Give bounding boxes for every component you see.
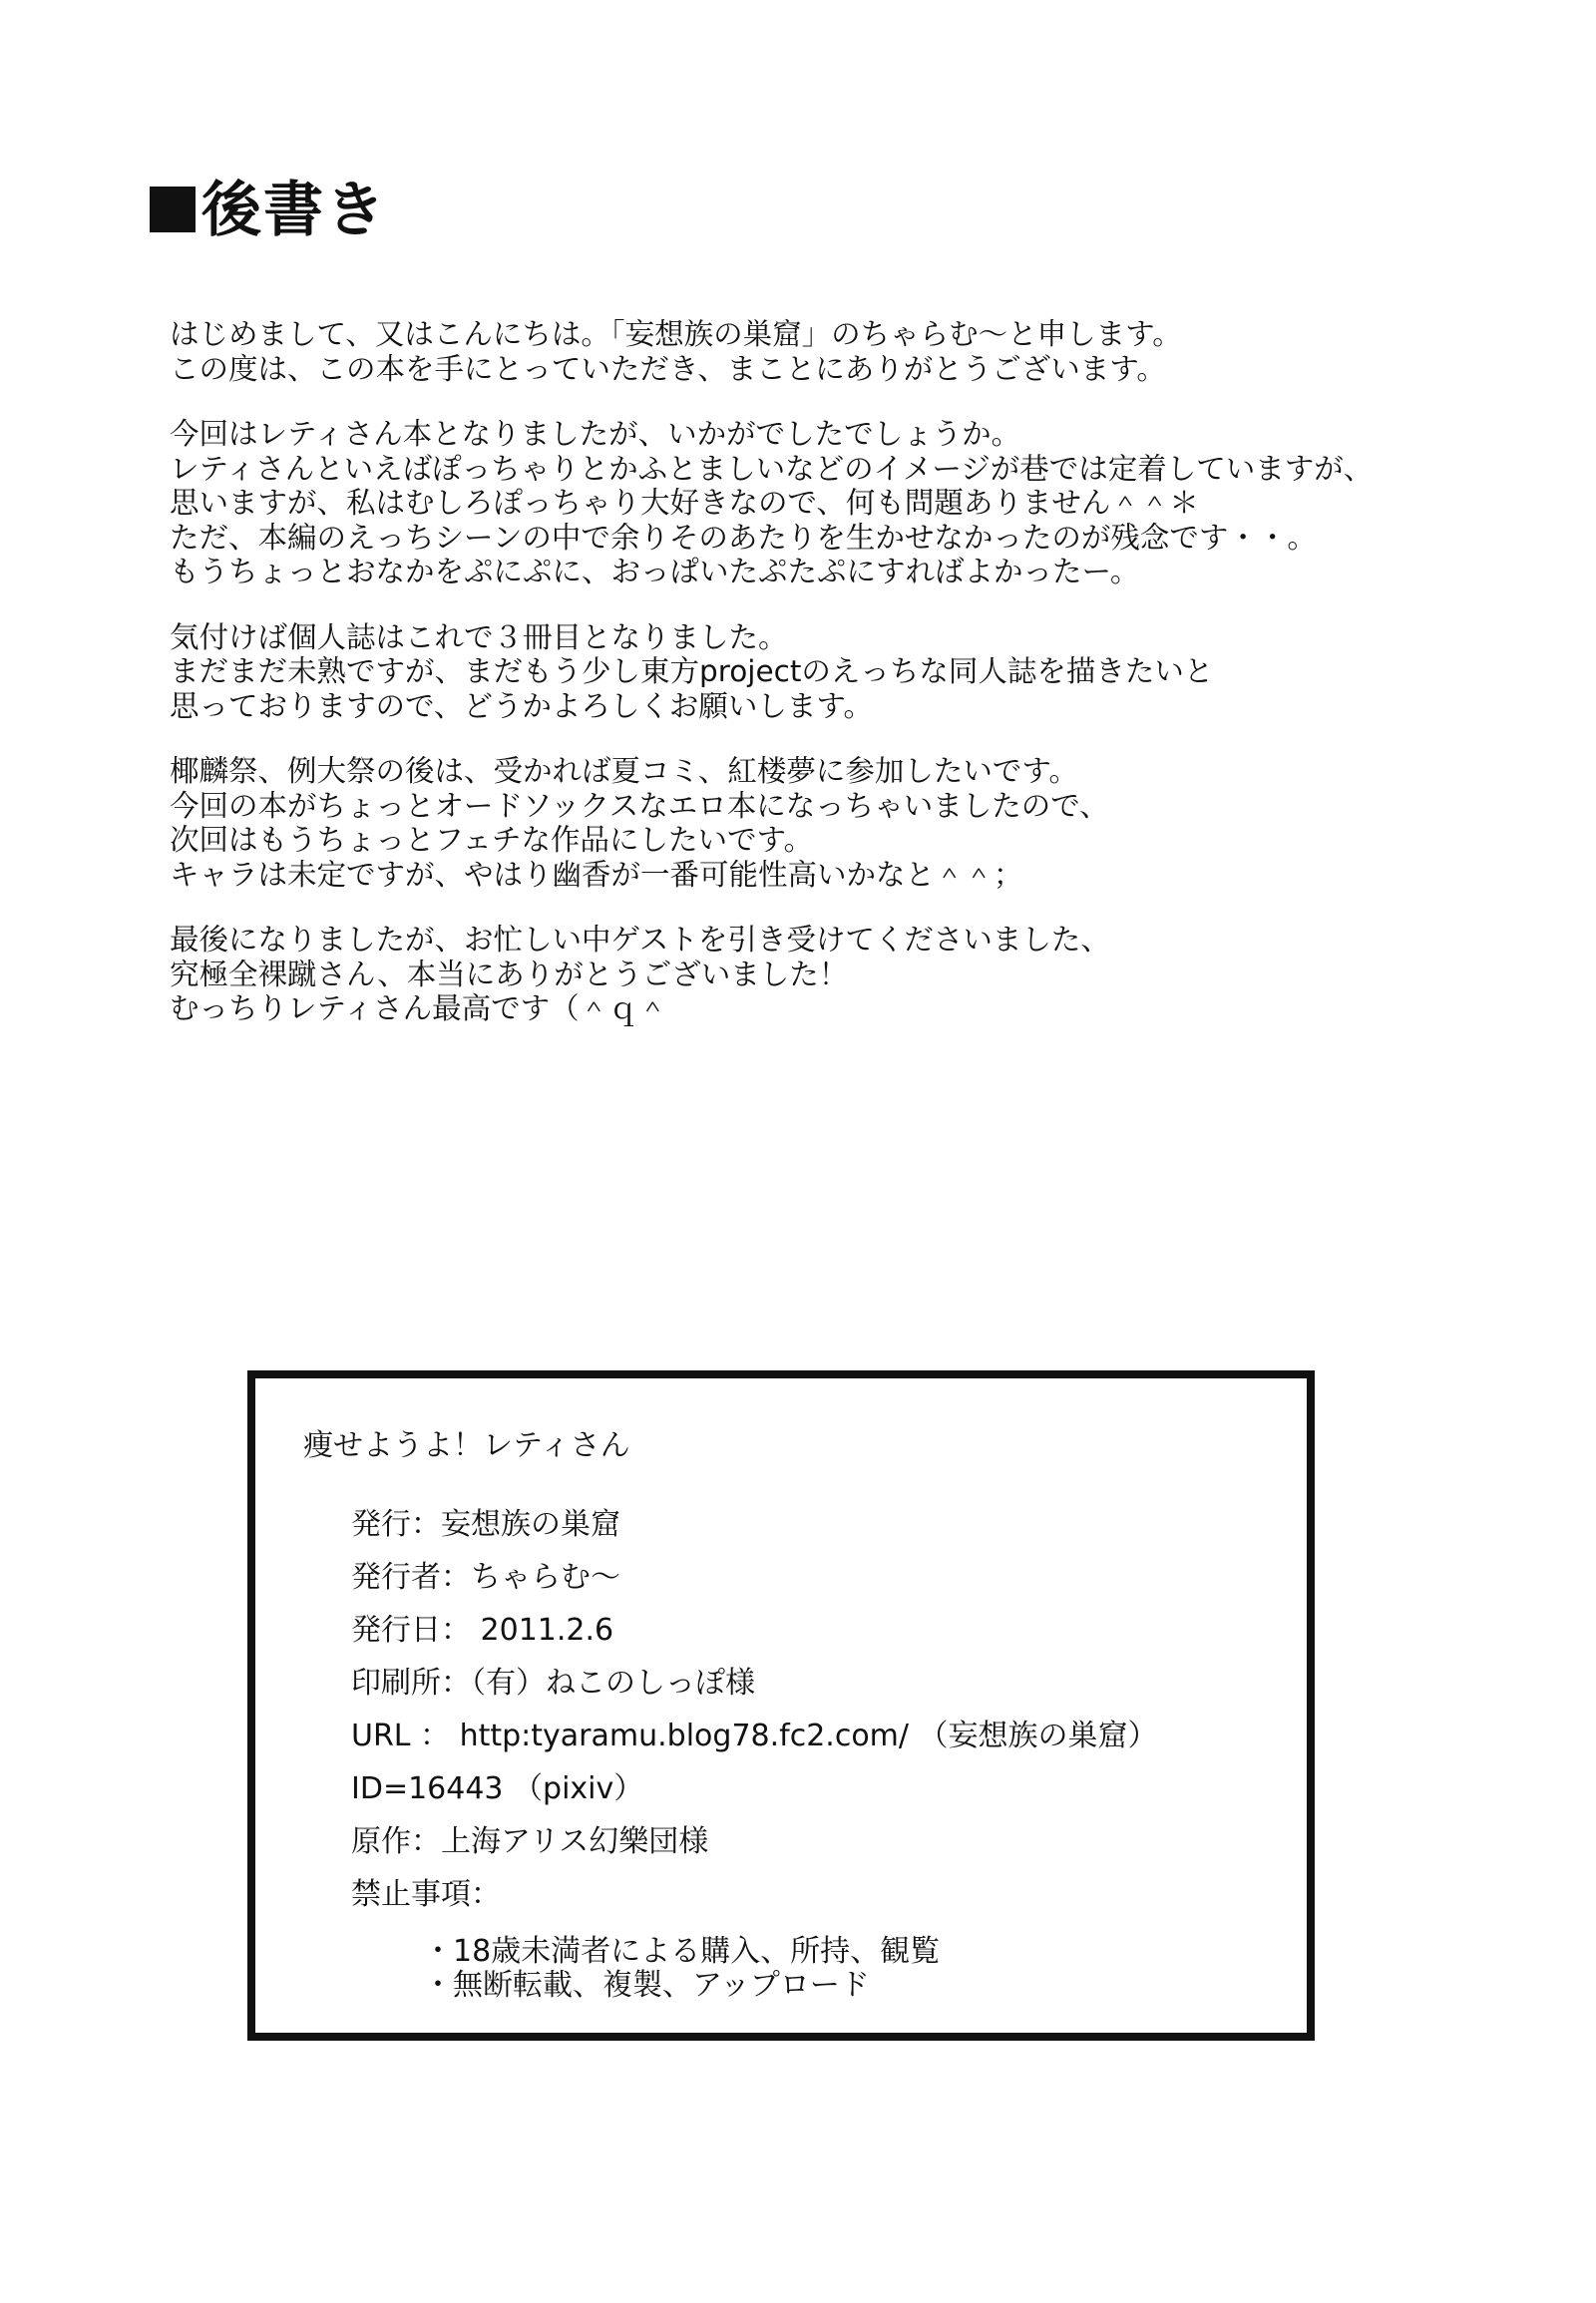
paragraph-third-book [170,620,1526,724]
text-line: 究極全裸蹴さん、本当にありがとうございました！ [170,957,849,991]
text-line: 今回はレティさん本となりましたが、いかがでしたでしょうか。 [170,417,1021,451]
text-line: 今回の本がちょっとオードソックスなエロ本になっちゃいましたので、 [170,788,1109,823]
text-line: まだまだ未熟ですが、まだもう少し東方projectのえっちな同人誌を描きたいと [170,654,1214,688]
issuer-row: 発行者：ちゃらむ～ [351,1560,620,1595]
original-work-row: 原作：上海アリス幻樂団様 [351,1824,709,1859]
text-line: 最後になりましたが、お忙しい中ゲストを引き受けてくださいました、 [170,923,1110,957]
paragraph-about-book [170,417,1526,589]
prohibited-list [423,1935,940,2003]
text-line: もうちょっとおなかをぷにぷに、おっぱいたぷたぷにすればよかったー。 [170,555,1140,588]
text-line: キャラは未定ですが、やはり幽香が一番可能性高いかなと＾＾； [170,857,1023,892]
text-line: 思っておりますので、どうかよろしくお願いします。 [170,688,874,723]
black-square-icon [150,187,196,232]
text-line: 次回はもうちょっとフェチな作品にしたいです。 [170,823,814,857]
text-line: レティさんといえばぽっちゃりとかふとましいなどのイメージが巷では定着していますが、 [170,451,1374,486]
text-line: むっちりレティさん最高です（＾ｑ＾ [170,991,668,1025]
issue-date-row: 発行日： 2011.2.6 [351,1613,614,1648]
paragraph-future-events [170,754,1526,892]
text-line: はじめまして、又はこんにちは。「妄想族の巣窟」のちゃらむ～と申します。 [170,317,1182,351]
afterword-body [170,317,1526,1057]
text-line: この度は、この本を手にとっていただき、まことにありがとうございます。 [170,351,1166,386]
pixiv-id-row: ID=16443 （pixiv） [351,1771,644,1806]
colophon-box [247,1370,1315,2041]
paragraph-greeting [170,317,1526,386]
text-line: 気付けば個人誌はこれで３冊目となりました。 [170,619,788,654]
publisher-row: 発行：妄想族の巣窟 [351,1507,620,1542]
colophon-title: 痩せようよ！レティさん [303,1428,630,1463]
text-line: 思いますが、私はむしろぽっちゃり大好きなので、何も問題ありません＾＾＊ [170,486,1199,520]
printer-row: 印刷所：（有）ねこのしっぽ様 [351,1666,755,1701]
afterword-heading-text: 後書き [201,176,387,245]
prohibited-heading: 禁止事項： [351,1877,501,1912]
afterword-heading [150,175,387,246]
prohibited-item: ・無断転載、複製、アップロード [423,1968,870,2003]
paragraph-thanks [170,923,1526,1026]
url-row: URL ： http:tyaramu.blog78.fc2.com/ （妄想族の巣窟） [351,1719,1158,1753]
text-line: ただ、本編のえっちシーンの中で余りそのあたりを生かせなかったのが残念です・・。 [170,520,1317,555]
prohibited-item: ・18歳未満者による購入、所持、観覧 [423,1934,941,1969]
colophon-details [351,1506,1158,1929]
text-line: 椰麟祭、例大祭の後は、受かれば夏コミ、紅楼夢に参加したいです。 [170,754,1078,788]
